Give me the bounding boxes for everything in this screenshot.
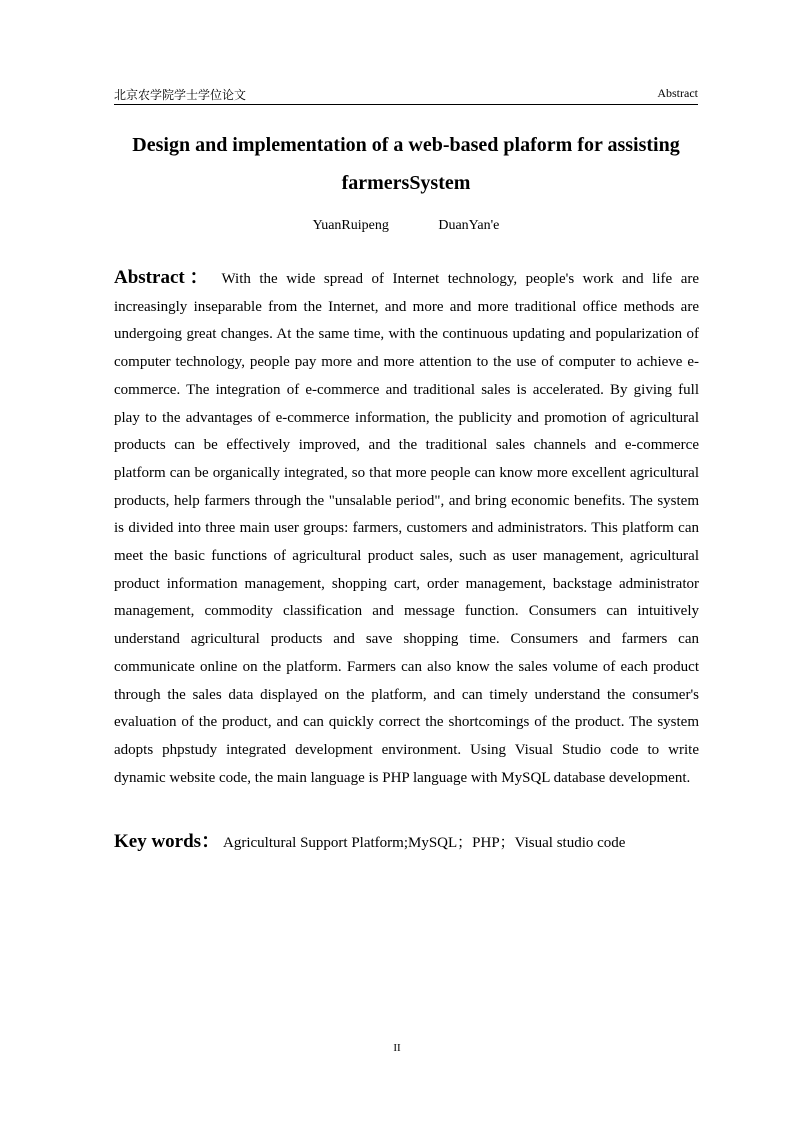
keywords-section: [114, 828, 699, 857]
header-section-label: Abstract: [657, 86, 698, 100]
page-number: II: [393, 1042, 401, 1054]
page-header: [114, 86, 698, 104]
author-name: DuanYan'e: [438, 218, 500, 233]
abstract-text: With the wide spread of Internet technology, people's work and life are increasingly inseparable from the Internet, and more and more traditional office methods are undergoing great changes. At the same time, with the continuous updating and popularization of computer technology, people pay more and more attention to the use of computer to achieve e-commerce. The integration of e-commerce and traditional sales is accelerated. By giving full play to the advantages of e-commerce information, the publicity and promotion of agricultural products can be effectively improved, and the traditional sales channels and e-commerce platform can be organically integrated, so that more people can know more excellent agricultural products, help farmers through the "unsalable period", and bring economic benefits. The system is divided into three main user groups: farmers, customers and administrators. This platform can meet the basic functions of agricultural product sales, such as user management, agricultural product information management, shopping cart, order management, backstage administrator management, commodity classification and message function. Consumers can intuitively understand agricultural products and save shopping time. Consumers and farmers can communicate online on the platform. Farmers can also know the sales volume of each product through the sales data displayed on the platform, and can timely understand the consumer's evaluation of the product, and can quickly correct the shortcomings of the product. The system adopts phpstudy integrated development environment. Using Visual Studio code to write dynamic website code, the main language is PHP language with MySQL database development.: [114, 271, 699, 786]
abstract-label: Abstract：: [114, 267, 214, 288]
header-divider: [114, 104, 698, 105]
paper-title: Design and implementation of a web-based plaform for assisting farmersSystem: [132, 134, 680, 194]
author-list: [114, 218, 698, 234]
author-name: YuanRuipeng: [312, 218, 389, 233]
keywords-text: Agricultural Support Platform;MySQL；PHP；Visual studio code: [223, 835, 626, 851]
keywords-label: Key words：: [114, 831, 221, 852]
header-thesis-label: 北京农学院学士学位论文: [114, 88, 247, 102]
abstract-section: [114, 264, 699, 792]
